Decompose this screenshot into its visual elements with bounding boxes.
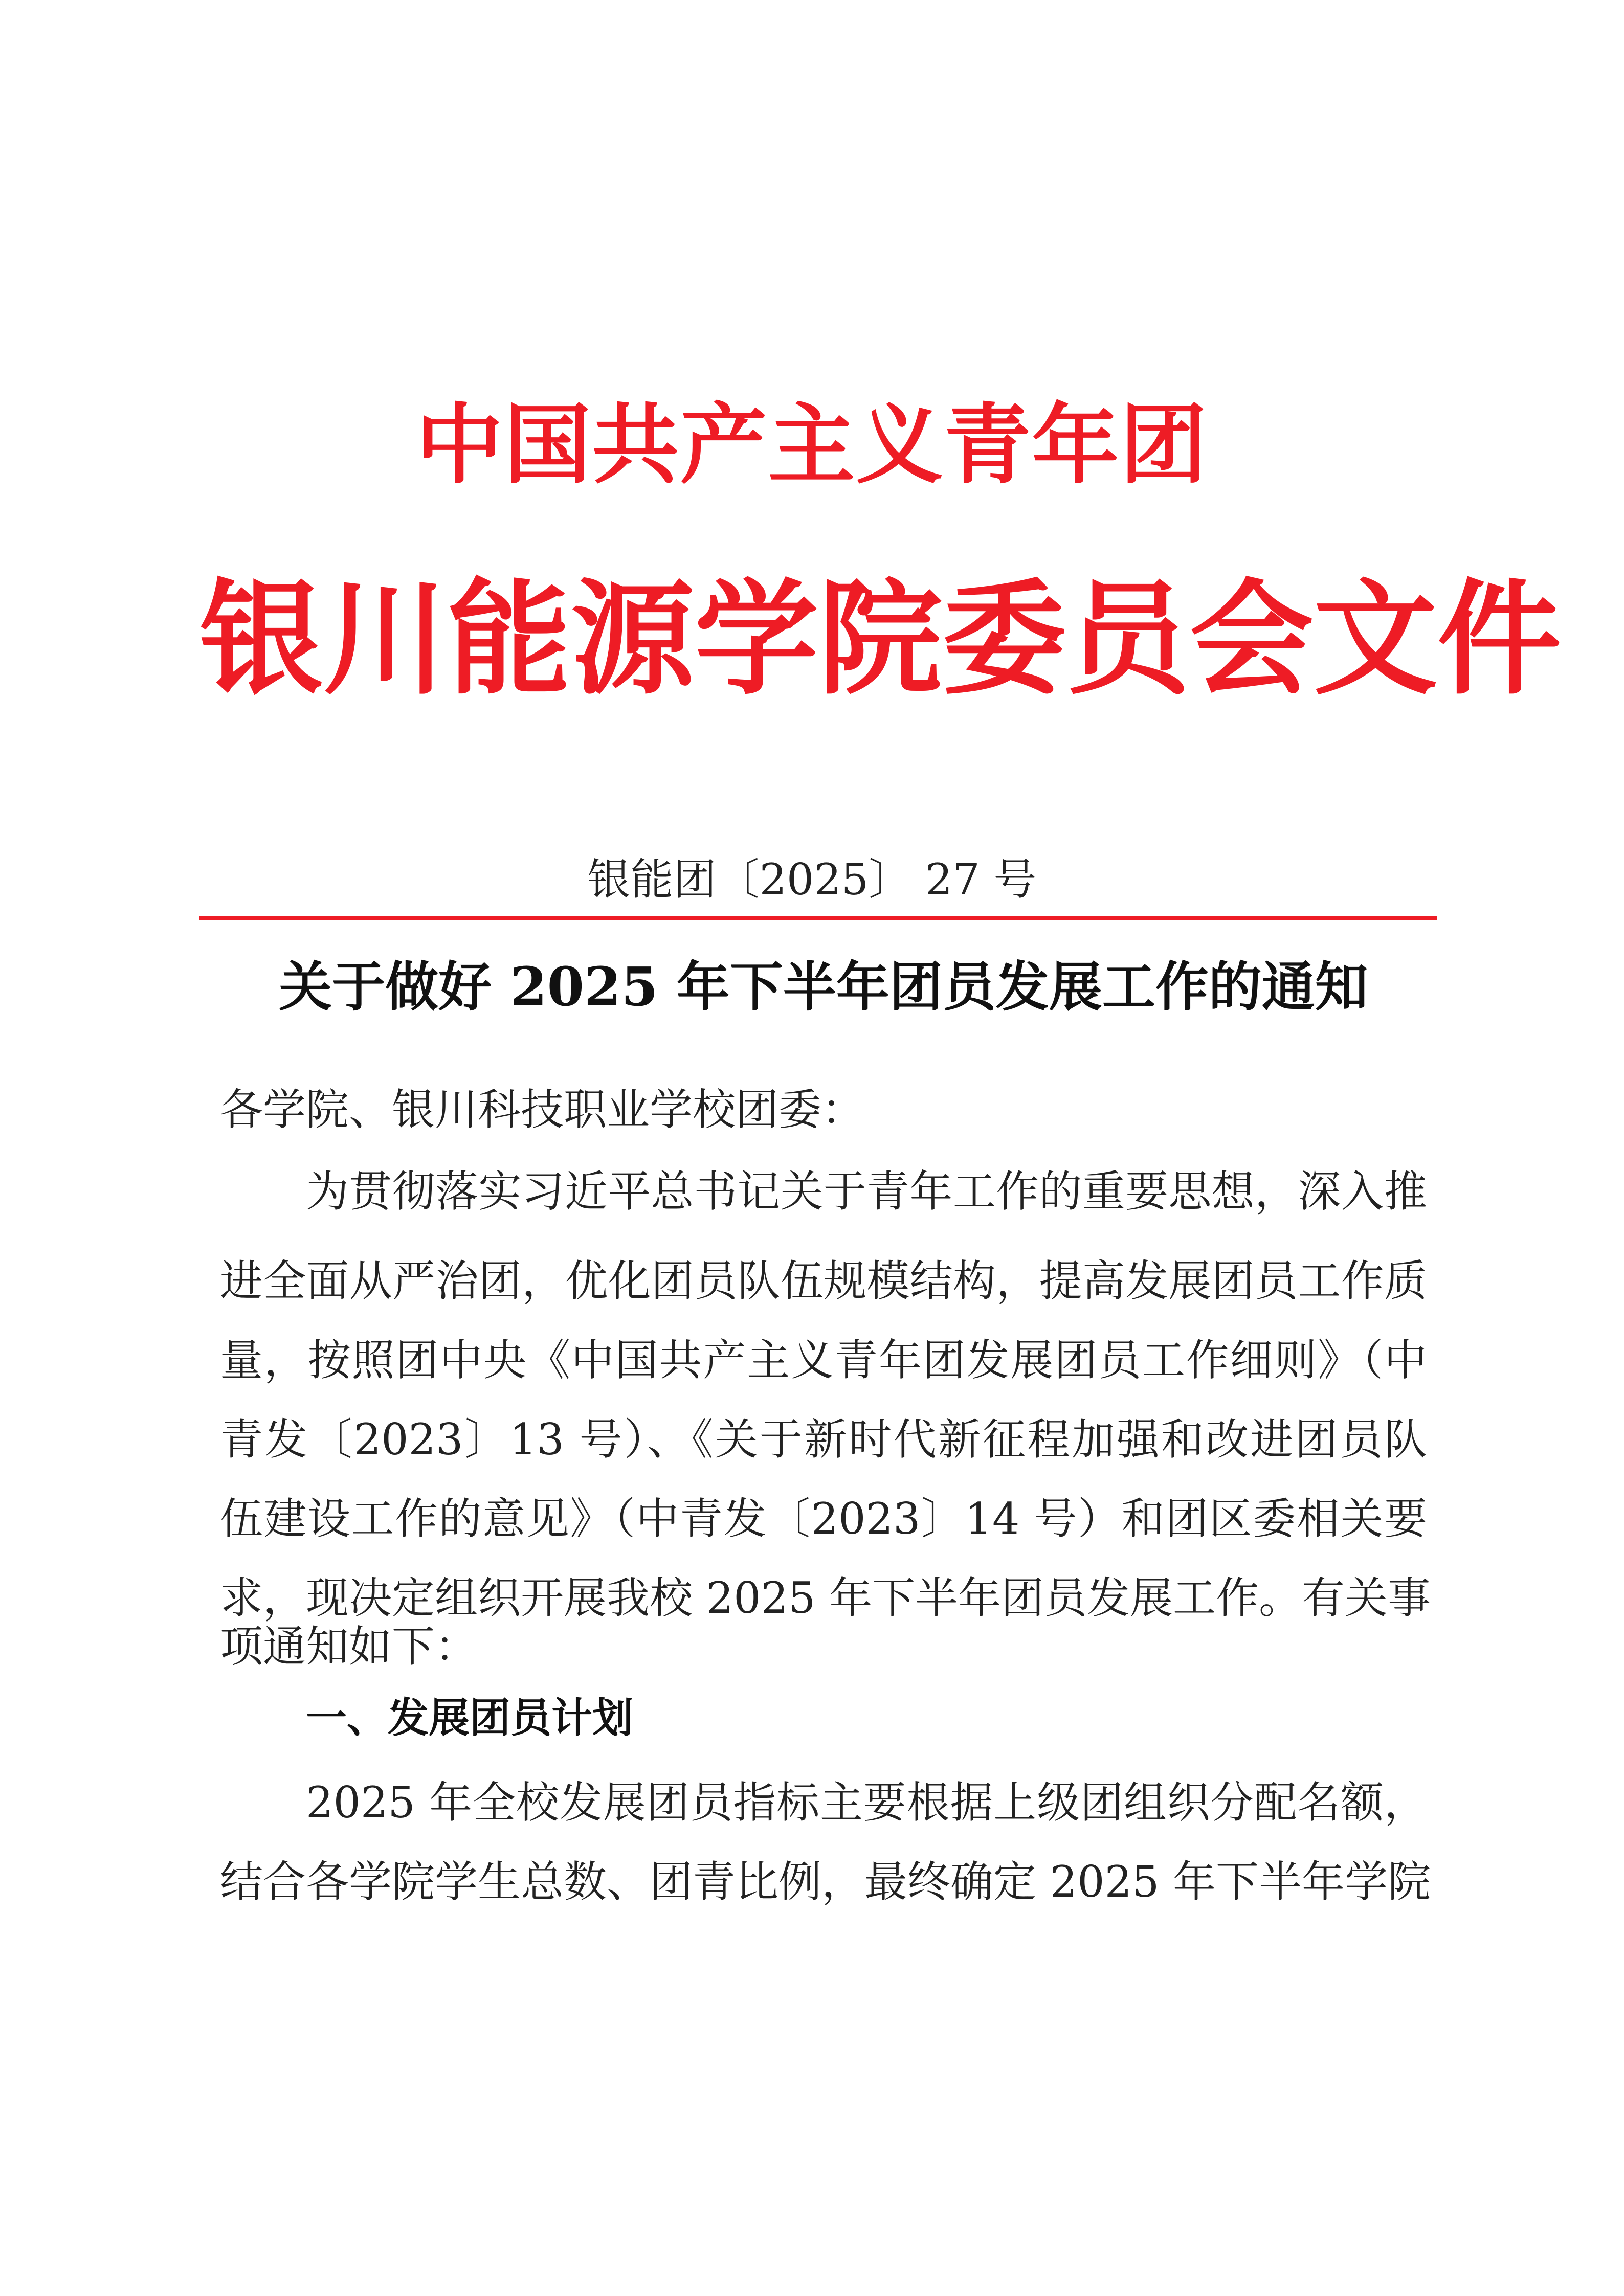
org-name-line1: 中国共产主义青年团 [416, 394, 1208, 496]
paragraph2-line: 2025 年全校发展团员指标主要根据上级团组织分配名额， [306, 1777, 1427, 1828]
section-heading: 一、发展团员计划 [306, 1694, 633, 1742]
paragraph1-line: 进全面从严治团，优化团员队伍规模结构，提高发展团员工作质 [220, 1256, 1427, 1306]
paragraph1-line: 伍建设工作的意见》（中青发〔2023〕14 号）和团区委相关要 [220, 1494, 1427, 1544]
org-name-line2: 银川能源学院委员会文件 [199, 567, 1562, 712]
document-number: 银能团〔2025〕 27 号 [587, 854, 1037, 905]
paragraph1-line: 项通知如下： [220, 1622, 478, 1672]
paragraph1-line: 量，按照团中央《中国共产主义青年团发展团员工作细则》（中 [220, 1335, 1427, 1385]
paragraph1-line: 求，现决定组织开展我校 2025 年下半年团员发展工作。有关事 [220, 1573, 1431, 1623]
paragraph1-line: 青发〔2023〕13 号）、《关于新时代新征程加强和改进团员队 [220, 1414, 1427, 1465]
paragraph1-line: 为贯彻落实习近平总书记关于青年工作的重要思想，深入推 [306, 1166, 1427, 1217]
recipient-line: 各学院、银川科技职业学校团委： [220, 1085, 865, 1135]
red-divider-rule [199, 916, 1437, 920]
paragraph2-line: 结合各学院学生总数、团青比例，最终确定 2025 年下半年学院 [220, 1857, 1431, 1907]
notice-title: 关于做好 2025 年下半年团员发展工作的通知 [279, 955, 1368, 1018]
